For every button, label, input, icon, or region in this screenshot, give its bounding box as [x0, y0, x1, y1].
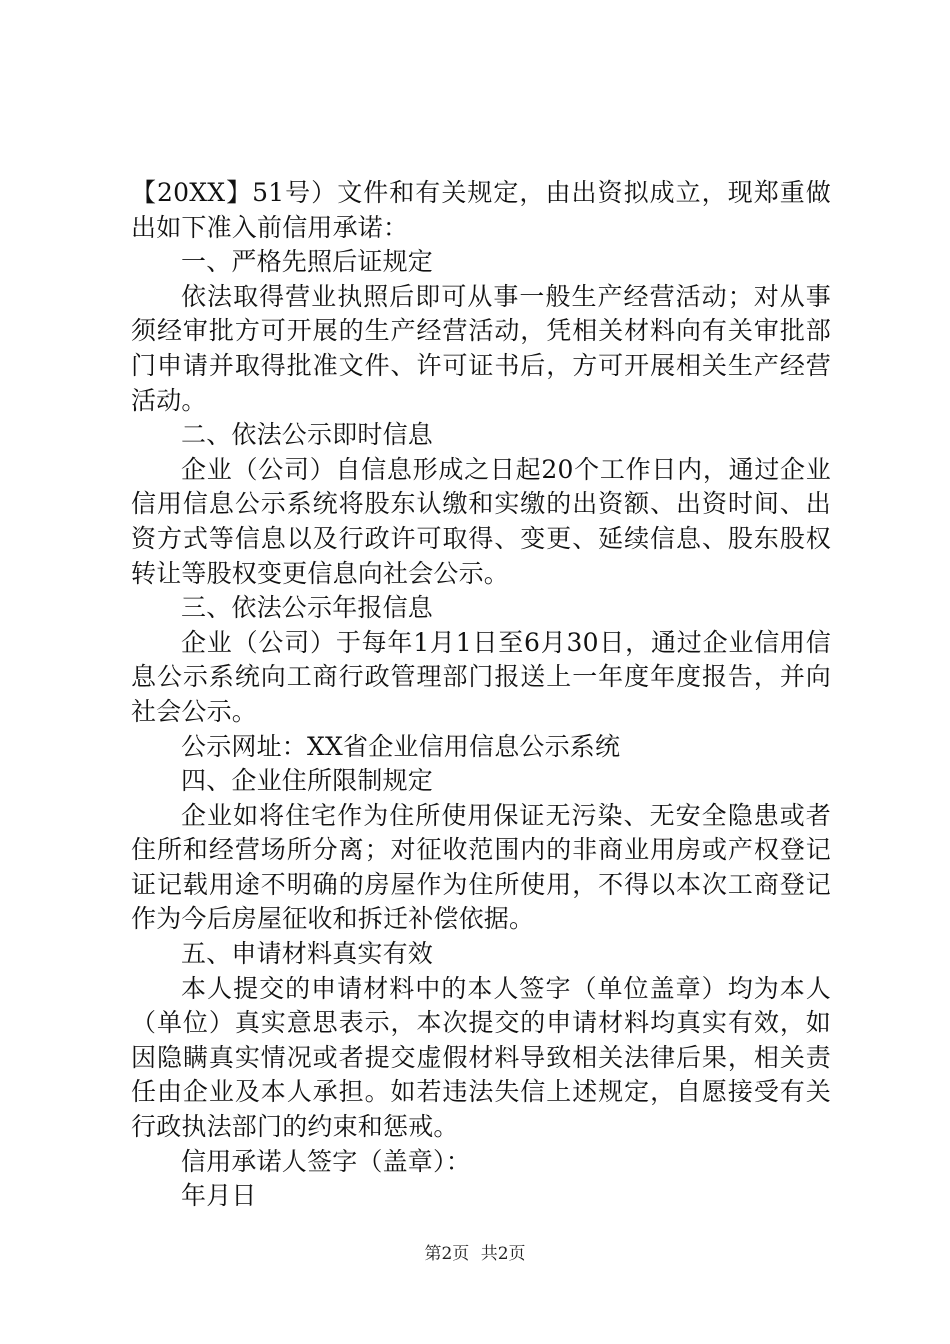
section-heading-4: 四、企业住所限制规定	[181, 766, 434, 796]
section-body-2: 企业（公司）自信息形成之日起20个工作日内，通过企业信用信息公示系统将股东认缴和实缴的出资额、出资时间、出资方式等信息以及行政许可取得、变更、延续信息、股东股权转让等股权变更信息向社会公示。	[131, 454, 831, 588]
section-heading-5: 五、申请材料真实有效	[181, 939, 434, 969]
section-heading-2: 二、依法公示即时信息	[181, 420, 434, 450]
section-heading-3: 三、依法公示年报信息	[181, 593, 434, 623]
page-footer	[0, 1243, 950, 1265]
paragraph-intro: 【20XX】51号）文件和有关规定，由出资拟成立，现郑重做出如下准入前信用承诺：	[131, 178, 831, 242]
page-number-current: 第2页	[424, 1244, 470, 1264]
signature-line: 信用承诺人签字（盖章）：	[181, 1146, 471, 1176]
section-body-3: 企业（公司）于每年1月1日至6月30日，通过企业信用信息公示系统向工商行政管理部门报送上一年度年度报告，并向社会公示。	[131, 627, 831, 726]
document-body	[131, 176, 831, 1214]
section-body-4: 企业如将住宅作为住所使用保证无污染、无安全隐患或者住所和经营场所分离；对征收范围内的非商业用房或产权登记证记载用途不明确的房屋作为住所使用，不得以本次工商登记作为今后房屋征收和拆迁补偿依据。	[131, 800, 831, 934]
section-heading-1: 一、严格先照后证规定	[181, 247, 434, 277]
section-body-5: 本人提交的申请材料中的本人签字（单位盖章）均为本人（单位）真实意思表示，本次提交的申请材料均真实有效，如因隐瞒真实情况或者提交虚假材料导致相关法律后果，相关责任由企业及本人承担。如若违法失信上述规定，自愿接受有关行政执法部门的约束和惩戒。	[131, 973, 831, 1142]
date-line: 年月日	[181, 1181, 257, 1211]
section-body-1: 依法取得营业执照后即可从事一般生产经营活动；对从事须经审批方可开展的生产经营活动，凭相关材料向有关审批部门申请并取得批准文件、许可证书后，方可开展相关生产经营活动。	[131, 281, 831, 415]
public-website-line: 公示网址：XX省企业信用信息公示系统	[181, 731, 621, 761]
page-number-total: 共2页	[480, 1244, 526, 1264]
